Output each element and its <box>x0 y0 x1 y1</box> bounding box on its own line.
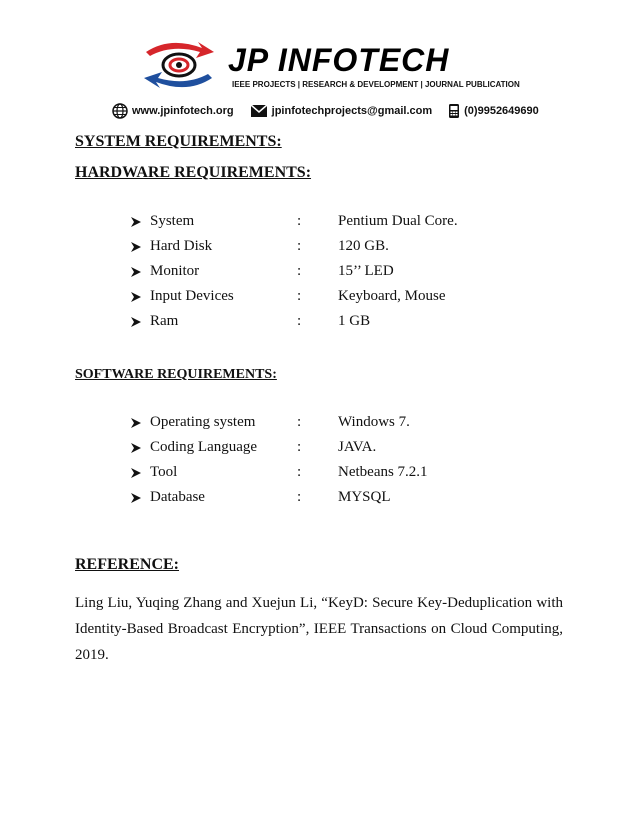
arrow-bullet-icon <box>130 442 142 454</box>
system-requirements-heading: SYSTEM REQUIREMENTS: <box>75 133 282 150</box>
email-link[interactable]: jpinfotechprojects@gmail.com <box>271 105 433 117</box>
list-item <box>130 464 570 489</box>
arrow-bullet-icon <box>130 216 142 228</box>
list-item <box>130 238 570 263</box>
requirement-label: Database <box>150 489 205 505</box>
phone-number: (0)9952649690 <box>464 105 539 117</box>
arrow-bullet-icon <box>130 266 142 278</box>
separator: : <box>297 464 302 480</box>
requirement-value: Pentium Dual Core. <box>338 213 458 229</box>
requirement-value: 15’’ LED <box>338 263 394 279</box>
separator: : <box>297 489 302 505</box>
arrow-bullet-icon <box>130 316 142 328</box>
list-item <box>130 489 570 514</box>
requirement-label: Input Devices <box>150 288 234 304</box>
requirement-value: 1 GB <box>338 313 371 329</box>
jp-infotech-logo-icon <box>140 38 218 92</box>
contact-row <box>112 102 555 120</box>
arrow-bullet-icon <box>130 467 142 479</box>
globe-icon <box>112 103 128 119</box>
requirement-value: 120 GB. <box>338 238 389 254</box>
hardware-requirements-heading: HARDWARE REQUIREMENTS: <box>75 164 312 181</box>
requirement-label: Operating system <box>150 414 256 430</box>
separator: : <box>297 414 302 430</box>
separator: : <box>297 288 302 304</box>
phone-contact <box>448 103 539 119</box>
website-link[interactable]: www.jpinfotech.org <box>132 105 234 117</box>
website-contact <box>112 103 234 119</box>
software-list <box>130 414 570 514</box>
requirement-label: Hard Disk <box>150 238 213 254</box>
requirement-value: Netbeans 7.2.1 <box>338 464 428 480</box>
requirement-label: Ram <box>150 313 179 329</box>
arrow-bullet-icon <box>130 241 142 253</box>
requirement-value: Keyboard, Mouse <box>338 288 446 304</box>
arrow-bullet-icon <box>130 291 142 303</box>
phone-icon <box>448 103 460 119</box>
requirement-label: Tool <box>150 464 178 480</box>
arrow-bullet-icon <box>130 492 142 504</box>
requirement-label: Coding Language <box>150 439 258 455</box>
reference-citation: Ling Liu, Yuqing Zhang and Xuejun Li, “KeyD: Secure Key-Deduplication with Identity-Based Broadcast Encryption”, IEEE Transactions on Cloud Computing, 2019. <box>75 595 563 663</box>
requirement-label: Monitor <box>150 263 200 279</box>
hardware-list <box>130 213 570 338</box>
envelope-icon <box>250 104 268 118</box>
separator: : <box>297 238 302 254</box>
separator: : <box>297 213 302 229</box>
requirement-value: JAVA. <box>338 439 377 455</box>
list-item <box>130 414 570 439</box>
separator: : <box>297 313 302 329</box>
brand-tagline: IEEE PROJECTS | RESEARCH & DEVELOPMENT | JOURNAL PUBLICATION <box>232 80 520 89</box>
requirement-value: MYSQL <box>338 489 391 505</box>
email-contact <box>250 104 432 118</box>
list-item <box>130 263 570 288</box>
arrow-bullet-icon <box>130 417 142 429</box>
separator: : <box>297 263 302 279</box>
list-item <box>130 288 570 313</box>
list-item <box>130 213 570 238</box>
brand-name: JP INFOTECH <box>228 42 450 78</box>
list-item <box>130 313 570 338</box>
requirement-label: System <box>150 213 195 229</box>
requirement-value: Windows 7. <box>338 414 410 430</box>
list-item <box>130 439 570 464</box>
reference-heading: REFERENCE: <box>75 556 180 573</box>
software-requirements-heading: SOFTWARE REQUIREMENTS: <box>75 367 277 382</box>
separator: : <box>297 439 302 455</box>
letterhead <box>0 0 638 130</box>
